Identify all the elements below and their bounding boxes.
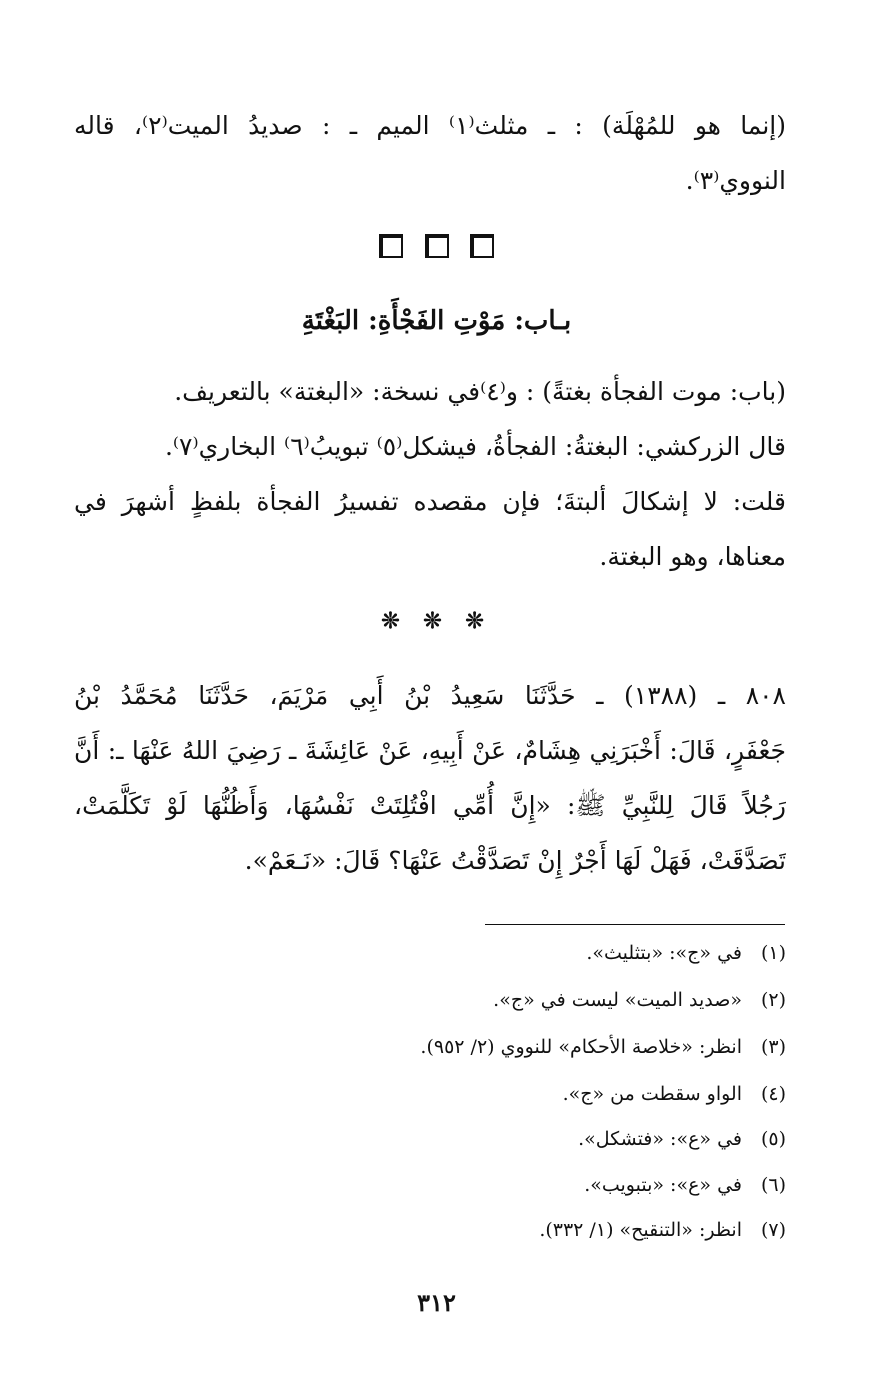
hadith-line-1: ٨٠٨ ـ (١٣٨٨) ـ حَدَّثَنَا سَعِيدُ بْنُ أَبِي مَرْيَمَ، حَدَّثَنَا مُحَمَّدُ بْنُ xyxy=(74,681,786,710)
commentary-line-4: معناها، وهو البغتة. xyxy=(599,542,786,571)
footnote-6 xyxy=(74,1174,786,1196)
footnote-number: (١) xyxy=(760,942,786,964)
footnote-text: الواو سقطت من «ج». xyxy=(562,1083,742,1105)
footnote-number: (٢) xyxy=(760,989,786,1011)
intro-paragraph xyxy=(74,98,786,208)
commentary-line-3: قلت: لا إشكالَ ألبتةَ؛ فإن مقصده تفسيرُ الفجأة بلفظٍ أشهرَ في xyxy=(74,487,786,516)
footnote-number: (٥) xyxy=(760,1128,786,1150)
footnote-3 xyxy=(74,1036,786,1058)
footnote-text: في «ع»: «بتبويب». xyxy=(584,1174,742,1196)
footnote-text: في «ج»: «بتثليث». xyxy=(586,942,742,964)
footnote-number: (٤) xyxy=(760,1083,786,1105)
divider-box xyxy=(470,234,494,258)
hadith-line-4: تَصَدَّقَتْ، فَهَلْ لَهَا أَجْرٌ إِنْ تَصَدَّقْتُ عَنْهَا؟ قَالَ: «نَـعَمْ». xyxy=(244,846,786,875)
footnote-number: (٧) xyxy=(760,1219,786,1241)
commentary-line-1: (باب: موت الفجأة بغتةً) : و⁽٤⁾في نسخة: «البغتة» بالتعريف. xyxy=(174,377,786,406)
hadith-line-3: رَجُلاً قَالَ لِلنَّبِيِّ ﷺ: «إِنَّ أُمِّي افْتُلِتَتْ نَفْسُهَا، وَأَظُنُّهَا لَوْ تَكَلَّمَتْ، xyxy=(74,791,786,820)
page-number: ٣١٢ xyxy=(417,1288,456,1317)
footnote-4 xyxy=(74,1083,786,1105)
footnote-rule xyxy=(485,924,785,925)
intro-line-2: النووي⁽٣⁾. xyxy=(685,166,786,195)
intro-line-1: (إنما هو للمُهْلَة) : ـ مثلث⁽١⁾ الميم ـ : صديدُ الميت⁽٢⁾، قاله xyxy=(74,111,786,140)
divider-box xyxy=(379,234,403,258)
footnote-1 xyxy=(74,942,786,964)
divider-box xyxy=(425,234,449,258)
footnote-text: في «ع»: «فتشكل». xyxy=(578,1128,742,1150)
hadith-line-2: جَعْفَرٍ، قَالَ: أَخْبَرَنِي هِشَامٌ، عَنْ أَبِيهِ، عَنْ عَائِشَةَ ـ رَضِيَ اللهُ عَنْهَا ـ: أَنَّ xyxy=(74,736,786,765)
footnote-text: انظر: «التنقيح» (١/ ٣٣٢). xyxy=(539,1219,742,1241)
footnote-2 xyxy=(74,989,786,1011)
hadith-block xyxy=(74,668,786,888)
footnote-number: (٣) xyxy=(760,1036,786,1058)
footnote-text: «صديد الميت» ليست في «ج». xyxy=(493,989,742,1011)
commentary-line-2: قال الزركشي: البغتةُ: الفجأةُ، فيشكل⁽٥⁾ تبويبُ⁽٦⁾ البخاري⁽٧⁾. xyxy=(164,432,786,461)
commentary-block xyxy=(74,364,786,584)
section-divider-boxes xyxy=(0,234,873,262)
chapter-heading: بـاب: مَوْتِ الفَجْأَةِ: البَغْتَةِ xyxy=(301,306,572,336)
footnote-number: (٦) xyxy=(760,1174,786,1196)
footnote-7 xyxy=(74,1219,786,1241)
footnote-text: انظر: «خلاصة الأحكام» للنووي (٢/ ٩٥٢). xyxy=(420,1036,742,1058)
footnote-5 xyxy=(74,1128,786,1150)
asterism-separator: ❊ ❊ ❊ xyxy=(381,608,492,634)
